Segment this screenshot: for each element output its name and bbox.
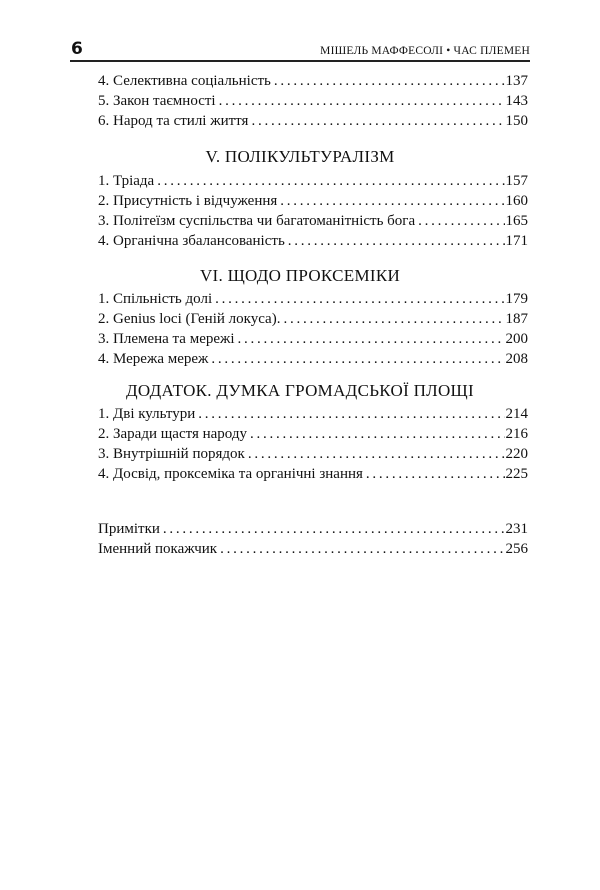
entry-title: 1. Дві культури [98,406,196,422]
entry-title: 3. Племена та мережі [98,331,235,347]
entry-title: 4. Мережа мереж [98,351,209,367]
dot-leader [219,91,505,111]
toc-entry[interactable] [98,71,528,91]
entry-page: 225 [505,466,528,482]
entry-title: Іменний покажчик [98,541,218,557]
entry-title: 2. Присутність і відчуження [98,193,278,209]
entry-title: 3. Внутрішній порядок [98,446,245,462]
dot-leader [418,211,504,231]
dot-leader [251,111,504,131]
entry-page: 179 [505,291,528,307]
toc-entry[interactable] [98,329,528,349]
entry-page: 165 [505,213,528,229]
dot-leader [250,424,505,444]
dot-leader [215,289,504,309]
entry-page: 160 [505,193,528,209]
dot-leader [248,444,505,464]
entry-title: Примітки [98,521,160,537]
toc-section-vi [98,289,528,369]
entry-page: 200 [505,331,528,347]
entry-page: 208 [505,351,528,367]
toc-entry[interactable] [98,289,528,309]
entry-title: 1. Тріада [98,173,155,189]
entry-page: 231 [505,521,528,537]
entry-page: 187 [505,311,528,327]
toc-back-matter [98,519,528,559]
entry-page: 220 [505,446,528,462]
toc-entry[interactable] [98,404,528,424]
entry-title: 4. Органічна збалансованість [98,233,285,249]
toc-entry[interactable] [98,191,528,211]
entry-title: 4. Селективна соціальність [98,73,271,89]
dot-leader [366,464,505,484]
entry-title: 5. Закон таємності [98,93,216,109]
section-heading: VI. ЩОДО ПРОКСЕМІКИ [199,266,401,285]
dot-leader [288,231,505,251]
toc-entry[interactable] [98,539,528,559]
toc-entry[interactable] [98,424,528,444]
toc-entry[interactable] [98,211,528,231]
entry-title: 2. Genius loci (Геній локуса). [98,311,281,327]
entry-page: 157 [505,173,528,189]
dot-leader [280,191,504,211]
toc-entry[interactable] [98,519,528,539]
entry-title: 6. Народ та стилі життя [98,113,249,129]
dot-leader [220,539,504,559]
entry-page: 150 [505,113,528,129]
entry-title: 3. Політеїзм суспільства чи багатоманітність бога [98,213,416,229]
entry-page: 137 [505,73,528,89]
header-rule [70,60,530,62]
section-heading: V. ПОЛІКУЛЬТУРАЛІЗМ [205,147,395,166]
toc-entry[interactable] [98,444,528,464]
toc-appendix [98,404,528,484]
dot-leader [274,71,505,91]
entry-title: 1. Спільність долі [98,291,213,307]
toc-entry[interactable] [98,111,528,131]
toc-section-v [98,171,528,251]
dot-leader [211,349,504,369]
entry-page: 216 [505,426,528,442]
entry-title: 2. Заради щастя народу [98,426,247,442]
entry-title: 4. Досвід, проксеміка та органічні знання [98,466,363,482]
toc-entry[interactable] [98,91,528,111]
entry-page: 171 [505,233,528,249]
toc-entry[interactable] [98,464,528,484]
page-number: 6 [71,39,83,59]
dot-leader [283,309,504,329]
section-heading: ДОДАТОК. ДУМКА ГРОМАДСЬКОЇ ПЛОЩІ [126,381,474,400]
entry-page: 143 [505,93,528,109]
dot-leader [163,519,505,539]
entry-page: 256 [505,541,528,557]
toc-section-iv-tail [98,71,528,131]
dot-leader [157,171,504,191]
dot-leader [238,329,505,349]
dot-leader [198,404,504,424]
toc-entry[interactable] [98,231,528,251]
running-head: МІШЕЛЬ МАФФЕСОЛІ • ЧАС ПЛЕМЕН [320,45,530,57]
entry-page: 214 [505,406,528,422]
toc-entry[interactable] [98,171,528,191]
toc-entry[interactable] [98,349,528,369]
toc-entry[interactable] [98,309,528,329]
